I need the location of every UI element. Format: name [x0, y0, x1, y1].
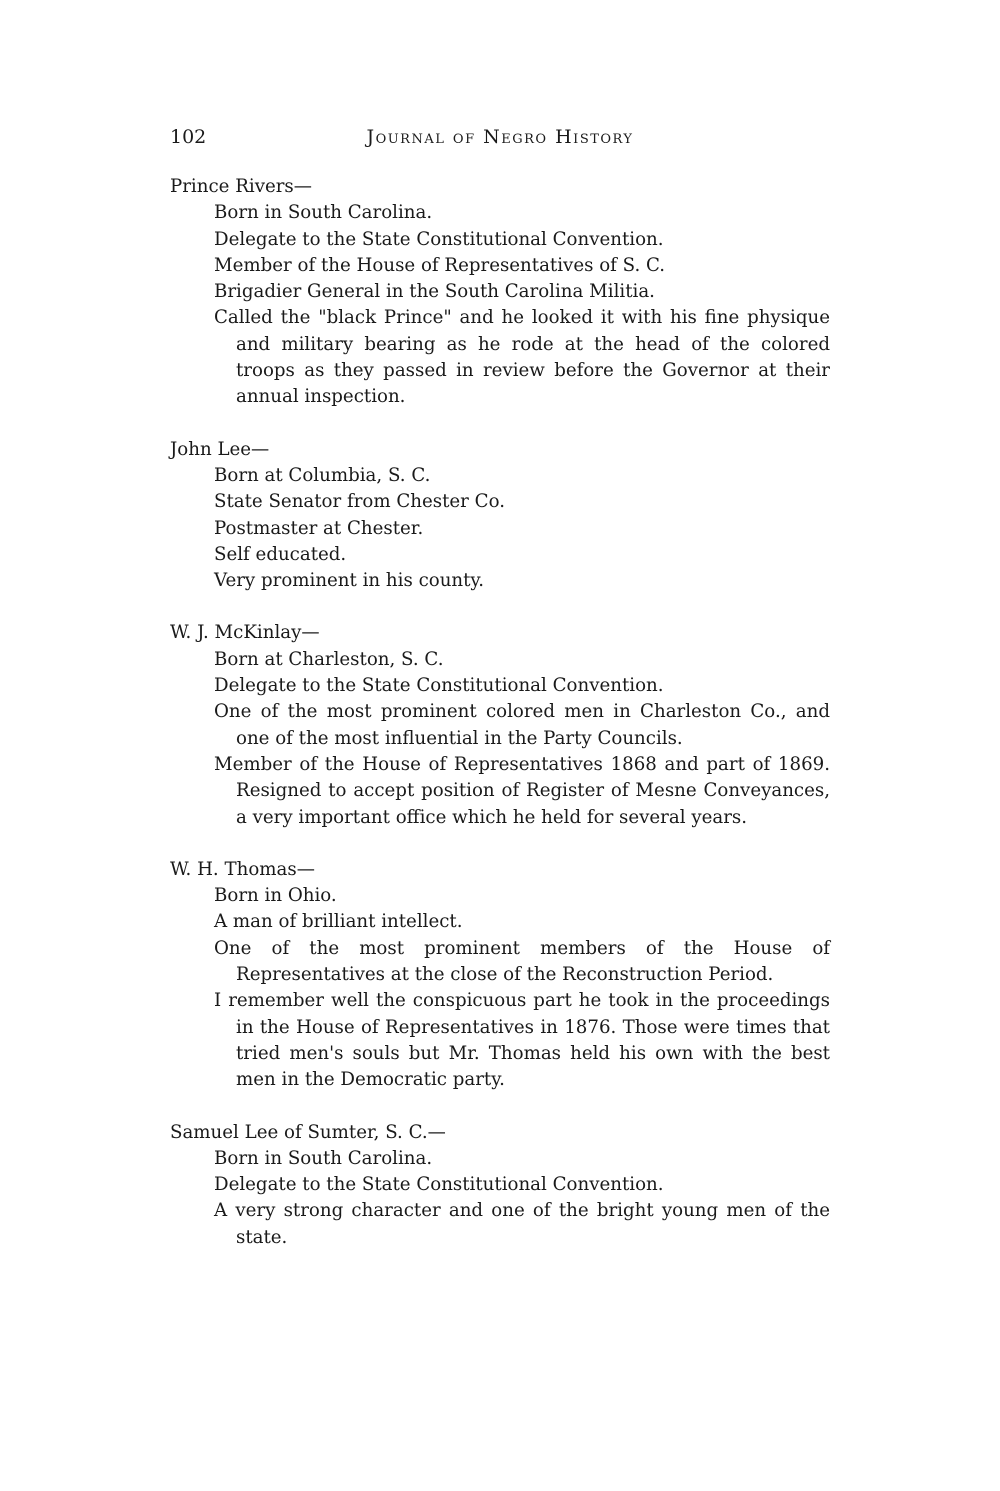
fact-item: Delegate to the State Constitutional Convention.: [214, 228, 664, 250]
entry-name: W. H. Thomas—: [170, 858, 315, 880]
fact-item: Postmaster at Chester.: [214, 517, 424, 539]
fact-item: State Senator from Chester Co.: [214, 491, 505, 513]
fact-item: Member of the House of Representatives 1868 and part of 1869. Resigned to accept position of Register of Mesne Conveyances, a very important office which he held for several years.: [214, 753, 830, 828]
fact-item: Called the "black Prince" and he looked it with his fine physique and military bearing as he rode at the head of the colored troops as they passed in review before the Governor at their annual inspection.: [214, 307, 830, 408]
fact-item: A very strong character and one of the bright young men of the state.: [214, 1200, 830, 1248]
fact-list: [170, 1146, 830, 1251]
fact-item: Delegate to the State Constitutional Convention.: [214, 675, 664, 697]
fact-item: Born at Columbia, S. C.: [214, 464, 431, 486]
entry-name: Prince Rivers—: [170, 176, 312, 197]
fact-item: I remember well the conspicuous part he took in the proceedings in the House of Representatives in 1876. Those were times that tried men's souls but Mr. Thomas held his own with the best men in the Democratic party.: [214, 990, 830, 1091]
fact-list: [170, 200, 830, 410]
biography-list: [170, 174, 830, 1277]
entry-john-lee: [170, 437, 830, 595]
fact-list: [170, 883, 830, 1093]
entry-name: Samuel Lee of Sumter, S. C.—: [170, 1121, 446, 1143]
fact-item: A man of brilliant intellect.: [214, 911, 463, 933]
fact-item: Born at Charleston, S. C.: [214, 648, 444, 670]
fact-item: Born in South Carolina.: [214, 1147, 433, 1169]
running-title: Journal of Negro History: [366, 126, 634, 148]
fact-list: [170, 463, 830, 594]
page-header: [170, 126, 830, 156]
fact-item: One of the most prominent colored men in Charleston Co., and one of the most influential in the Party Councils.: [214, 701, 830, 749]
fact-item: Born in Ohio.: [214, 885, 337, 907]
fact-item: Self educated.: [214, 543, 347, 565]
entry-w-j-mckinlay: [170, 620, 830, 830]
page-number: 102: [170, 126, 207, 148]
entry-w-h-thomas: [170, 857, 830, 1094]
entry-samuel-lee: [170, 1120, 830, 1251]
fact-item: Delegate to the State Constitutional Convention.: [214, 1174, 664, 1196]
fact-item: Born in South Carolina.: [214, 202, 433, 224]
fact-item: One of the most prominent members of the House of Representatives at the close of the Reconstruction Period.: [214, 937, 830, 986]
entry-name: John Lee—: [170, 438, 270, 460]
fact-item: Brigadier General in the South Carolina Militia.: [214, 281, 655, 303]
fact-item: Very prominent in his county.: [214, 570, 485, 592]
entry-name: W. J. McKinlay—: [170, 622, 320, 644]
entry-prince-rivers: [170, 174, 830, 411]
fact-list: [170, 647, 830, 831]
fact-item: Member of the House of Representatives of S. C.: [214, 254, 666, 276]
